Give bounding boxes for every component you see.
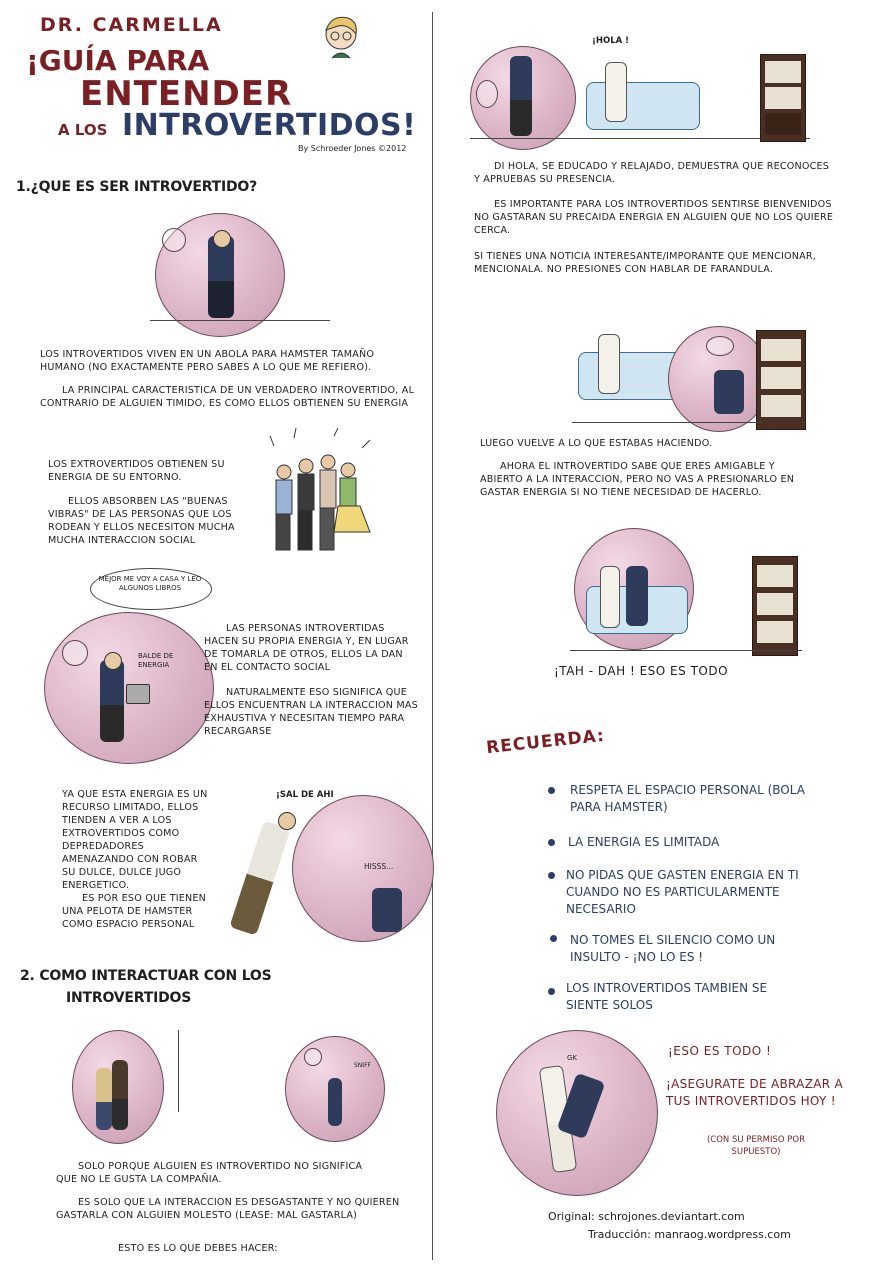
ball-shine-icon (476, 80, 498, 108)
introvert-figure (100, 660, 124, 742)
floor-line (572, 422, 762, 423)
bookshelf (752, 556, 798, 656)
introvert-sitting (626, 566, 648, 626)
hamster-ball-3 (292, 795, 434, 942)
extrovert-head (278, 812, 296, 830)
credit: By Schroeder Jones ©2012 (298, 144, 407, 153)
sniff-text: SNIFF (354, 1062, 371, 1069)
r-paragraph-3: SI TIENES UNA NOTICIA INTERESANTE/IMPORANTE QUE MENCIONAR, MENCIONALA. NO PRESIONES CON HABLAR DE FARANDULA. (474, 251, 817, 275)
title-line-2: ENTENDER (80, 74, 293, 114)
floor-line (150, 320, 330, 321)
end-text-2: ¡ASEGURATE DE ABRAZAR A TUS INTROVERTIDOS HOY ! (666, 1077, 843, 1108)
s1-paragraph-4: ELLOS ABSORBEN LAS "BUENAS VIBRAS" DE LAS PERSONAS QUE LOS RODEAN Y ELLOS NECESITON MUCHA MUCHA INTERACCION SOCIAL (48, 496, 235, 546)
introvert-head (104, 652, 122, 670)
introvert-figure (510, 56, 532, 136)
section2-heading-line1: 2. COMO INTERACTUAR CON LOS (20, 968, 272, 984)
ball-shine-icon (162, 228, 186, 252)
s2-paragraph-3: ESTO ES LO QUE DEBES HACER: (118, 1243, 278, 1254)
extroverts-group (244, 428, 384, 558)
r-paragraph-4: LUEGO VUELVE A LO QUE ESTABAS HACIENDO. (480, 438, 713, 449)
shelf-row (761, 339, 801, 361)
r-paragraph-2: ES IMPORTANTE PARA LOS INTROVERTIDOS SENTIRSE BIENVENIDOS NO GASTARAN SU PRECAIDA ENERGIA EN ALGUIEN QUE NO LOS QUIERE CERCA. (474, 199, 834, 236)
original-credit: Original: schrojones.deviantart.com (548, 1210, 745, 1223)
remember-title: RECUERDA: (485, 725, 606, 759)
hola-text: ¡HOLA ! (592, 36, 630, 46)
shelf-row (765, 87, 801, 109)
author-portrait-icon (318, 12, 364, 64)
sad-introvert-figure (328, 1078, 342, 1126)
bullet-icon (548, 839, 555, 846)
title-line-3b: INTROVERTIDOS! (122, 108, 417, 143)
shelf-row (765, 61, 801, 83)
floor-line (570, 650, 802, 651)
tah-dah-text: ¡TAH - DAH ! ESO ES TODO (554, 664, 729, 678)
s1-paragraph-3: LOS EXTROVERTIDOS OBTIENEN SU ENERGIA DE SU ENTORNO. (48, 459, 225, 483)
r-paragraph-5: AHORA EL INTROVERTIDO SABE QUE ERES AMIGABLE Y ABIERTO A LA INTERACCION, PERO NO VAS A PRESIONARLO EN GASTAR ENERGIA SI NO TIENE NECESIDAD DE HACERLO. (480, 461, 795, 498)
column-divider (432, 12, 433, 1260)
end-text-1: ¡ESO ES TODO ! (668, 1044, 772, 1058)
extroverts-group-icon (244, 428, 384, 558)
extrovert-figure (229, 820, 290, 935)
s2-paragraph-1: SOLO PORQUE ALGUIEN ES INTROVERTIDO NO SIGNIFICA QUE NO LE GUSTA LA COMPAÑIA. (56, 1161, 363, 1185)
r-paragraph-1: DI HOLA, SE EDUCADO Y RELAJADO, DEMUESTRA QUE RECONOCES Y APRUEBAS SU PRESENCIA. (474, 161, 830, 185)
end-text-3: (CON SU PERMISO POR SUPUESTO) (706, 1135, 806, 1157)
bookshelf (756, 330, 806, 430)
shelf-row (757, 593, 793, 615)
s1-paragraph-7: YA QUE ESTA ENERGIA ES UN RECURSO LIMITADO, ELLOS TIENDEN A VER A LOS EXTROVERTIDOS COMO DEPREDADORES AMENAZANDO CON ROBAR SU DULCE, DULCE JUGO ENERGETICO. (62, 789, 208, 891)
author-line: DR. CARMELLA (40, 14, 223, 36)
introvert-figure (208, 236, 234, 318)
s1-paragraph-5: LAS PERSONAS INTROVERTIDAS HACEN SU PROPIA ENERGIA Y, EN LUGAR DE TOMARLA DE OTROS, ELLOS LA DAN EN EL CONTACTO SOCIAL (204, 623, 409, 673)
s1-paragraph-6: NATURALMENTE ESO SIGNIFICA QUE ELLOS ENCUENTRAN LA INTERACCION MAS EXHAUSTIVA Y NECESITAN TIEMPO PARA RECARGARSE (204, 687, 418, 737)
couple-figure (96, 1068, 112, 1130)
remember-item-4: NO TOMES EL SILENCIO COMO UN INSULTO - ¡NO LO ES ! (570, 933, 776, 964)
bullet-icon (548, 787, 555, 794)
shelf-row (761, 367, 801, 389)
remember-item-2: LA ENERGIA ES LIMITADA (568, 835, 720, 849)
ball-shine-icon (304, 1048, 322, 1066)
motion-line (178, 1030, 179, 1112)
extrovert-sitting (605, 62, 627, 122)
gk-text: GK (567, 1054, 578, 1062)
s1-paragraph-2: LA PRINCIPAL CARACTERISTICA DE UN VERDADERO INTROVERTIDO, AL CONTRARIO DE ALGUIEN TIMIDO, ES COMO ELLOS OBTIENEN SU ENERGIA (40, 385, 415, 409)
hiding-introvert (372, 888, 402, 932)
bullet-icon (548, 872, 555, 879)
bullet-icon (550, 935, 557, 942)
shelf-row (757, 565, 793, 587)
title-line-3a: A LOS (58, 121, 108, 139)
section1-heading: 1.¿QUE ES SER INTROVERTIDO? (16, 179, 258, 195)
hiss-text: HISSS... (364, 862, 394, 871)
remember-item-1: RESPETA EL ESPACIO PERSONAL (BOLA PARA HAMSTER) (570, 783, 805, 814)
s2-paragraph-2: ES SOLO QUE LA INTERACCION ES DESGASTANTE Y NO QUIEREN GASTARLA CON ALGUIEN MOLESTO (LEASE: MAL GASTARLA) (56, 1197, 400, 1221)
remember-item-5: LOS INTROVERTIDOS TAMBIEN SE SIENTE SOLOS (566, 981, 768, 1012)
bucket-label: BALDE DE ENERGIA (138, 652, 174, 669)
couple-figure (112, 1060, 128, 1130)
introvert-figure (714, 370, 744, 414)
extrovert-sitting (598, 334, 620, 394)
bookshelf (760, 54, 806, 142)
shelf-row (761, 395, 801, 417)
thought-text: MEJOR ME VOY A CASA Y LEO ALGUNOS LIBROS (98, 575, 202, 592)
remember-item-3: NO PIDAS QUE GASTEN ENERGIA EN TI CUANDO NO ES PARTICULARMENTE NECESARIO (566, 868, 799, 916)
bullet-icon (548, 988, 555, 995)
ball-shine-icon (706, 336, 734, 356)
translation-credit: Traducción: manraog.wordpress.com (588, 1228, 791, 1241)
shelf-row (765, 113, 801, 135)
s1-paragraph-8: ES POR ESO QUE TIENEN UNA PELOTA DE HAMSTER COMO ESPACIO PERSONAL (62, 893, 207, 930)
introvert-head (213, 230, 231, 248)
shelf-row (757, 621, 793, 643)
sofa (586, 82, 700, 130)
author-portrait (318, 12, 364, 64)
section2-heading-line2: INTROVERTIDOS (66, 990, 192, 1006)
s1-paragraph-1: LOS INTROVERTIDOS VIVEN EN UN ABOLA PARA HAMSTER TAMAÑO HUMANO (NO EXACTAMENTE PERO SABES A LO QUE ME REFIERO). (40, 349, 375, 373)
shout-text: ¡SAL DE AHI (276, 790, 334, 800)
ball-shine-icon (62, 640, 88, 666)
title-line-1: ¡GUÍA PARA (26, 44, 210, 77)
bucket-icon (126, 684, 150, 704)
extrovert-sitting (600, 566, 620, 628)
floor-line (470, 138, 810, 139)
